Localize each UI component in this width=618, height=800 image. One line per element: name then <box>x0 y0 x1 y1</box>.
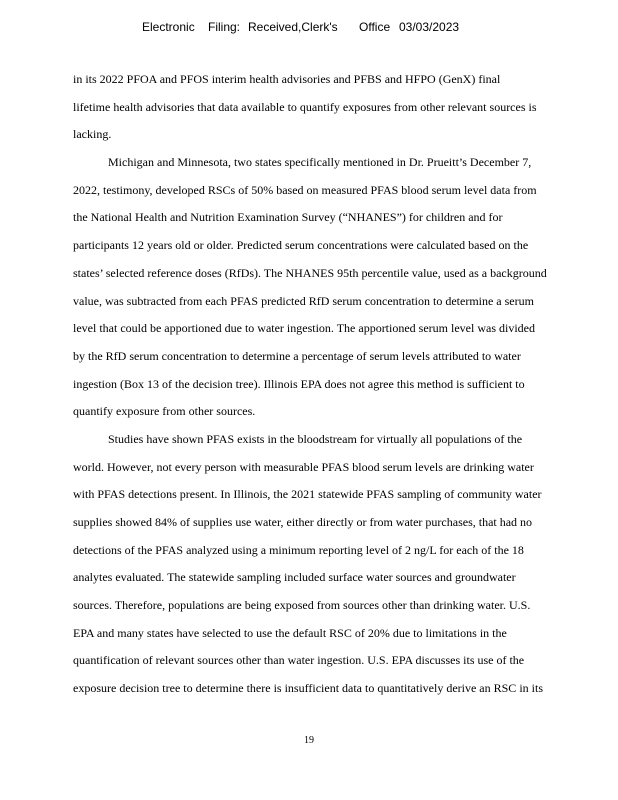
text-line: level that could be apportioned due to water ingestion. The apportioned serum level was divided <box>73 321 535 336</box>
text-line: supplies showed 84% of supplies use water, either directly or from water purchases, that had no <box>73 515 533 529</box>
text-line: sources. Therefore, populations are being exposed from sources other than drinking water. U.S. <box>73 598 531 613</box>
text-line: exposure decision tree to determine there is insufficient data to quantitatively derive an RSC in its <box>73 681 543 696</box>
text-line: in its 2022 PFOA and PFOS interim health advisories and PFBS and HFPO (GenX) final <box>73 72 501 86</box>
text-line: lifetime health advisories that data available to quantify exposures from other relevant sources is <box>73 99 537 114</box>
text-line: world. However, not every person with measurable PFAS blood serum levels are drinking water <box>73 459 534 474</box>
header-date: 03/03/2023 <box>399 20 460 34</box>
text-line: 2022, testimony, developed RSCs of 50% based on measured PFAS blood serum level data from <box>73 182 537 197</box>
text-line: quantify exposure from other sources. <box>73 404 256 419</box>
text-line: lacking. <box>73 127 112 142</box>
paragraph-first-line: Michigan and Minnesota, two states specifically mentioned in Dr. Prueitt’s December 7, <box>108 155 532 170</box>
text-line: detections of the PFAS analyzed using a minimum reporting level of 2 ng/L for each of the 18 <box>73 542 524 557</box>
text-line: EPA and many states have selected to use the default RSC of 20% due to limitations in the <box>73 625 507 640</box>
header-office: Office <box>359 20 391 34</box>
text-line: ingestion (Box 13 of the decision tree). Illinois EPA does not agree this method is sufficient to <box>73 376 525 391</box>
text-line: the National Health and Nutrition Examination Survey (“NHANES”) for children and for <box>73 210 503 225</box>
text-line: analytes evaluated. The statewide sampling included surface water sources and groundwater <box>73 570 516 585</box>
document-body <box>73 66 593 703</box>
header-filing: Filing: <box>208 20 241 34</box>
text-line: participants 12 years old or older. Predicted serum concentrations were calculated based on the <box>73 238 529 253</box>
paragraph-first-line: Studies have shown PFAS exists in the bloodstream for virtually all populations of the <box>108 431 523 446</box>
text-line: value, was subtracted from each PFAS predicted RfD serum concentration to determine a serum <box>73 293 534 308</box>
header-electronic: Electronic <box>142 20 195 34</box>
text-line: with PFAS detections present. In Illinois, the 2021 statewide PFAS sampling of community water <box>73 487 542 502</box>
page-number: 19 <box>304 735 314 746</box>
text-line: quantification of relevant sources other than water ingestion. U.S. EPA discusses its use of the <box>73 653 525 668</box>
header-received: Received,Clerk's <box>248 20 338 34</box>
text-line: states’ selected reference doses (RfDs). The NHANES 95th percentile value, used as a background <box>73 265 547 280</box>
text-line: by the RfD serum concentration to determine a percentage of serum levels attributed to water <box>73 348 521 363</box>
